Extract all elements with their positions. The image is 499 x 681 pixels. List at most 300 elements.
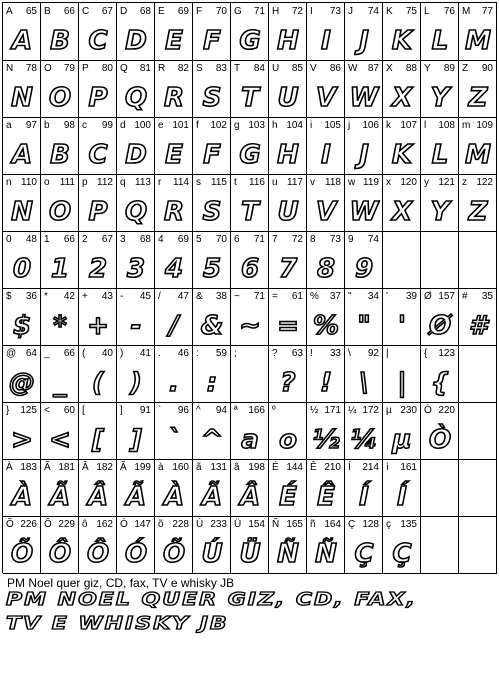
glyph-cell <box>307 459 345 517</box>
cell-label <box>386 6 417 18</box>
cell-label <box>196 120 227 132</box>
cell-code: 72 <box>291 6 303 17</box>
glyph-cell <box>193 345 231 403</box>
cell-code: 39 <box>405 291 417 302</box>
cell-code: 110 <box>21 177 37 188</box>
cell-label <box>272 120 303 132</box>
glyph-cell <box>345 3 383 61</box>
cell-character: 4 <box>158 234 164 245</box>
cell-label <box>348 6 379 18</box>
glyph-preview: K <box>391 140 412 170</box>
glyph-preview: S <box>202 197 221 227</box>
cell-character: Â <box>82 462 89 473</box>
cell-character: f <box>196 120 199 131</box>
cell-character: 8 <box>310 234 316 245</box>
cell-character: s <box>196 177 201 188</box>
cell-character: ( <box>82 348 86 359</box>
glyph-cell <box>41 288 79 346</box>
cell-character: r <box>158 177 162 188</box>
cell-character: V <box>310 63 317 74</box>
glyph-cell <box>231 516 269 574</box>
glyph-cell <box>269 231 307 289</box>
glyph-cell <box>459 345 497 403</box>
glyph-cell <box>79 402 117 460</box>
glyph-cell <box>117 288 155 346</box>
cell-label <box>196 177 227 189</box>
glyph-preview: 4 <box>164 254 183 284</box>
cell-code: 165 <box>286 519 303 530</box>
cell-label <box>82 519 113 531</box>
cell-code: 71 <box>253 291 265 302</box>
cell-character: Ø <box>424 291 432 302</box>
grid-row <box>3 459 497 516</box>
cell-label <box>272 462 303 474</box>
glyph-preview: X <box>391 197 412 227</box>
cell-label <box>310 234 341 246</box>
glyph-cell <box>421 3 459 61</box>
glyph-preview: µ <box>392 425 411 455</box>
glyph-cell <box>307 402 345 460</box>
cell-code: 111 <box>59 177 75 188</box>
glyph-preview: D <box>125 140 146 170</box>
cell-code: 220 <box>438 405 455 416</box>
cell-character: Q <box>120 63 128 74</box>
cell-character: P <box>82 63 89 74</box>
glyph-preview: M <box>465 26 490 56</box>
cell-character: w <box>348 177 356 188</box>
glyph-cell <box>231 459 269 517</box>
cell-label <box>424 348 455 360</box>
glyph-cell <box>3 174 41 232</box>
glyph-preview: N <box>11 83 32 113</box>
glyph-preview: 5 <box>202 254 221 284</box>
glyph-preview: Õ <box>162 539 185 569</box>
cell-character: & <box>196 291 203 302</box>
cell-code: 171 <box>324 405 341 416</box>
cell-character: d <box>120 120 126 131</box>
cell-character: v <box>310 177 315 188</box>
glyph-cell <box>269 174 307 232</box>
cell-code: 87 <box>367 63 379 74</box>
cell-label <box>82 348 113 360</box>
glyph-cell <box>3 516 41 574</box>
glyph-preview: # <box>468 311 487 341</box>
cell-character: Õ <box>6 519 14 530</box>
cell-character: l <box>424 120 427 131</box>
cell-character: H <box>272 6 280 17</box>
glyph-preview: R <box>163 197 184 227</box>
cell-code: 233 <box>210 519 227 530</box>
cell-code: 117 <box>287 177 303 188</box>
glyph-cell <box>231 117 269 175</box>
glyph-cell <box>193 516 231 574</box>
cell-code: 97 <box>25 120 37 131</box>
cell-label <box>386 348 417 360</box>
cell-label <box>158 63 189 75</box>
cell-character: Ã <box>120 462 127 473</box>
empty-cell <box>459 231 497 289</box>
glyph-preview: ! <box>320 368 331 398</box>
cell-code: 74 <box>367 6 379 17</box>
cell-code: 160 <box>172 462 189 473</box>
cell-character: X <box>386 63 393 74</box>
glyph-cell <box>421 402 459 460</box>
glyph-cell <box>79 345 117 403</box>
cell-code: 92 <box>367 348 379 359</box>
glyph-cell <box>345 231 383 289</box>
cell-character: p <box>82 177 88 188</box>
glyph-cell <box>421 174 459 232</box>
glyph-preview: Q <box>124 197 147 227</box>
cell-character: ^ <box>196 405 201 416</box>
sample-text-label: PM Noel quer giz, CD, fax, TV e whisky JB <box>7 576 235 590</box>
cell-label <box>424 291 455 303</box>
cell-character: ã <box>196 462 202 473</box>
cell-code: 47 <box>177 291 189 302</box>
glyph-cell <box>155 516 193 574</box>
cell-label <box>196 6 227 18</box>
glyph-cell <box>231 174 269 232</box>
glyph-preview: @ <box>9 368 34 398</box>
glyph-preview: & <box>200 311 223 341</box>
cell-code: 38 <box>215 291 227 302</box>
cell-character: Ú <box>196 519 204 530</box>
cell-code: 90 <box>481 63 493 74</box>
grid-row <box>3 345 497 402</box>
glyph-preview: ) <box>130 368 141 398</box>
glyph-cell <box>269 402 307 460</box>
glyph-preview: ½ <box>312 425 339 455</box>
glyph-preview: Ó <box>124 539 147 569</box>
cell-character: c <box>82 120 87 131</box>
glyph-preview: ? <box>280 368 295 398</box>
cell-character: É <box>272 462 279 473</box>
cell-label <box>386 519 417 531</box>
cell-character: ] <box>120 405 123 416</box>
cell-label <box>234 120 265 132</box>
glyph-preview: 8 <box>316 254 335 284</box>
grid-row <box>3 516 497 573</box>
glyph-cell <box>383 117 421 175</box>
glyph-cell <box>231 3 269 61</box>
cell-code: 33 <box>329 348 341 359</box>
glyph-cell <box>79 174 117 232</box>
cell-code: 103 <box>248 120 265 131</box>
cell-character: < <box>44 405 50 416</box>
cell-label <box>462 348 493 360</box>
cell-label <box>158 177 189 189</box>
glyph-preview: Q <box>124 83 147 113</box>
cell-character: 3 <box>120 234 126 245</box>
glyph-cell <box>459 60 497 118</box>
cell-label <box>348 462 379 474</box>
cell-label <box>234 519 265 531</box>
glyph-preview <box>421 479 458 515</box>
cell-code: 105 <box>324 120 341 131</box>
glyph-preview: \ <box>359 368 368 398</box>
cell-label <box>196 63 227 75</box>
cell-label <box>348 120 379 132</box>
glyph-preview: Ô <box>48 539 71 569</box>
glyph-preview: _ <box>53 368 66 398</box>
glyph-preview: U <box>277 197 298 227</box>
cell-code: 118 <box>325 177 341 188</box>
cell-character: D <box>120 6 128 17</box>
cell-character: ¼ <box>348 405 357 416</box>
cell-label <box>120 234 151 246</box>
glyph-cell <box>41 60 79 118</box>
glyph-preview: [ <box>92 425 103 455</box>
cell-character: N <box>6 63 14 74</box>
cell-character: í <box>386 462 389 473</box>
cell-code: 35 <box>481 291 493 302</box>
glyph-preview: H <box>277 140 298 170</box>
cell-code: 67 <box>101 234 113 245</box>
cell-code: 83 <box>215 63 227 74</box>
empty-cell <box>421 231 459 289</box>
glyph-cell <box>117 459 155 517</box>
cell-code: 120 <box>400 177 417 188</box>
glyph-cell <box>383 60 421 118</box>
cell-label <box>234 348 265 360</box>
glyph-preview: Ã <box>125 482 146 512</box>
glyph-cell <box>79 459 117 517</box>
glyph-cell <box>269 117 307 175</box>
cell-label <box>196 462 227 474</box>
cell-character: J <box>348 6 353 17</box>
glyph-preview: { <box>430 368 449 398</box>
cell-code: 70 <box>215 6 227 17</box>
cell-label <box>44 348 75 360</box>
cell-label <box>6 519 37 531</box>
cell-code: 67 <box>101 6 113 17</box>
cell-code: 36 <box>25 291 37 302</box>
cell-character: + <box>82 291 88 302</box>
glyph-cell <box>345 516 383 574</box>
cell-character: µ <box>386 405 392 416</box>
cell-code: 157 <box>438 291 455 302</box>
glyph-preview: O <box>48 83 71 113</box>
glyph-preview: L <box>431 140 448 170</box>
glyph-cell <box>79 231 117 289</box>
cell-character: Ç <box>348 519 356 530</box>
sample-text-preview-line-1: PM NOEL QUER GIZ, CD, FAX, <box>6 590 417 610</box>
cell-label <box>120 519 151 531</box>
glyph-cell <box>117 174 155 232</box>
cell-label <box>424 405 455 417</box>
cell-code: 116 <box>249 177 265 188</box>
glyph-cell <box>117 117 155 175</box>
cell-label <box>6 6 37 18</box>
glyph-cell <box>269 459 307 517</box>
cell-label <box>272 291 303 303</box>
glyph-cell <box>155 345 193 403</box>
glyph-cell <box>193 60 231 118</box>
glyph-preview: Ç <box>392 539 411 569</box>
cell-character: T <box>234 63 241 74</box>
cell-label <box>82 405 113 417</box>
cell-label <box>196 348 227 360</box>
cell-code: 109 <box>476 120 493 131</box>
cell-code: 123 <box>438 348 455 359</box>
cell-character: ô <box>82 519 88 530</box>
empty-cell <box>421 516 459 574</box>
cell-label <box>120 405 151 417</box>
cell-code: 85 <box>291 63 303 74</box>
glyph-cell <box>345 459 383 517</box>
glyph-preview: ^ <box>201 425 222 455</box>
glyph-preview <box>459 422 496 458</box>
glyph-preview: K <box>391 26 412 56</box>
cell-label <box>120 6 151 18</box>
cell-code: 166 <box>248 405 265 416</box>
glyph-preview: A <box>11 140 32 170</box>
glyph-cell <box>383 459 421 517</box>
cell-code: 80 <box>101 63 113 74</box>
cell-character: b <box>44 120 50 131</box>
cell-label <box>462 120 493 132</box>
cell-label <box>44 462 75 474</box>
glyph-preview <box>459 479 496 515</box>
cell-code: 199 <box>134 462 151 473</box>
glyph-preview: Â <box>239 482 260 512</box>
glyph-cell <box>155 117 193 175</box>
glyph-preview: P <box>88 197 107 227</box>
cell-label <box>386 462 417 474</box>
glyph-preview: ' <box>398 311 405 341</box>
cell-code: 115 <box>211 177 227 188</box>
glyph-preview: Ò <box>428 425 451 455</box>
cell-label <box>424 120 455 132</box>
glyph-preview: B <box>50 140 69 170</box>
cell-label <box>6 63 37 75</box>
cell-label <box>310 405 341 417</box>
glyph-preview: N <box>11 197 32 227</box>
glyph-preview: W <box>349 197 378 227</box>
glyph-cell <box>459 3 497 61</box>
glyph-cell <box>307 174 345 232</box>
glyph-cell <box>421 117 459 175</box>
cell-character: C <box>82 6 90 17</box>
glyph-preview: Í <box>397 482 406 512</box>
cell-code: 74 <box>367 234 379 245</box>
cell-character: 2 <box>82 234 88 245</box>
cell-code: 42 <box>63 291 75 302</box>
cell-label <box>234 63 265 75</box>
glyph-cell <box>117 402 155 460</box>
cell-character: G <box>234 6 242 17</box>
cell-code: 229 <box>58 519 75 530</box>
glyph-preview: À <box>11 482 32 512</box>
glyph-preview: $ <box>12 311 31 341</box>
cell-character: ~ <box>234 291 240 302</box>
cell-character: M <box>462 6 471 17</box>
grid-row <box>3 3 497 60</box>
cell-label <box>234 6 265 18</box>
cell-label <box>424 6 455 18</box>
glyph-cell <box>345 60 383 118</box>
cell-character: " <box>348 291 352 302</box>
cell-character: â <box>234 462 240 473</box>
glyph-cell <box>193 288 231 346</box>
cell-label <box>272 177 303 189</box>
glyph-cell <box>269 3 307 61</box>
cell-code: 101 <box>172 120 189 131</box>
cell-character: I <box>310 6 313 17</box>
cell-code: 228 <box>172 519 189 530</box>
glyph-preview: < <box>49 425 70 455</box>
cell-code: 121 <box>438 177 455 188</box>
glyph-preview: . <box>169 368 178 398</box>
glyph-cell <box>3 288 41 346</box>
cell-label <box>310 348 341 360</box>
glyph-preview: a <box>241 425 258 455</box>
glyph-cell <box>155 402 193 460</box>
cell-code: 172 <box>362 405 379 416</box>
cell-label <box>82 63 113 75</box>
cell-character: K <box>386 6 393 17</box>
cell-character: ) <box>120 348 124 359</box>
cell-code: 102 <box>210 120 227 131</box>
glyph-preview: U <box>277 83 298 113</box>
cell-character: 9 <box>348 234 354 245</box>
glyph-cell <box>193 3 231 61</box>
cell-code: 71 <box>253 6 265 17</box>
cell-label <box>310 462 341 474</box>
cell-code: 154 <box>248 519 265 530</box>
cell-character: [ <box>82 405 85 416</box>
cell-label <box>386 63 417 75</box>
cell-code: 98 <box>63 120 75 131</box>
glyph-cell <box>41 117 79 175</box>
cell-label <box>196 291 227 303</box>
glyph-preview: Ñ <box>315 539 336 569</box>
cell-code: 210 <box>324 462 341 473</box>
glyph-preview: W <box>349 83 378 113</box>
cell-character: = <box>272 291 278 302</box>
cell-code: 107 <box>400 120 417 131</box>
cell-character: % <box>310 291 319 302</box>
cell-code: 34 <box>367 291 379 302</box>
glyph-preview: T <box>241 197 258 227</box>
glyph-cell <box>79 3 117 61</box>
glyph-preview: ( <box>92 368 103 398</box>
cell-character: à <box>158 462 164 473</box>
glyph-preview: Ø <box>428 311 451 341</box>
glyph-cell <box>41 174 79 232</box>
cell-code: 164 <box>324 519 341 530</box>
glyph-cell <box>383 516 421 574</box>
cell-label <box>462 405 493 417</box>
cell-character: - <box>120 291 124 302</box>
cell-character: 7 <box>272 234 278 245</box>
glyph-preview: 9 <box>354 254 373 284</box>
glyph-preview: I <box>321 140 330 170</box>
cell-label <box>462 291 493 303</box>
cell-label <box>348 405 379 417</box>
cell-label <box>462 63 493 75</box>
glyph-preview: Ü <box>239 539 260 569</box>
glyph-cell <box>345 117 383 175</box>
glyph-preview: Y <box>430 83 449 113</box>
cell-label <box>234 405 265 417</box>
cell-code: 106 <box>362 120 379 131</box>
glyph-cell <box>231 60 269 118</box>
cell-label <box>44 519 75 531</box>
cell-code: 66 <box>63 348 75 359</box>
glyph-preview: V <box>315 197 336 227</box>
cell-character: 6 <box>234 234 240 245</box>
